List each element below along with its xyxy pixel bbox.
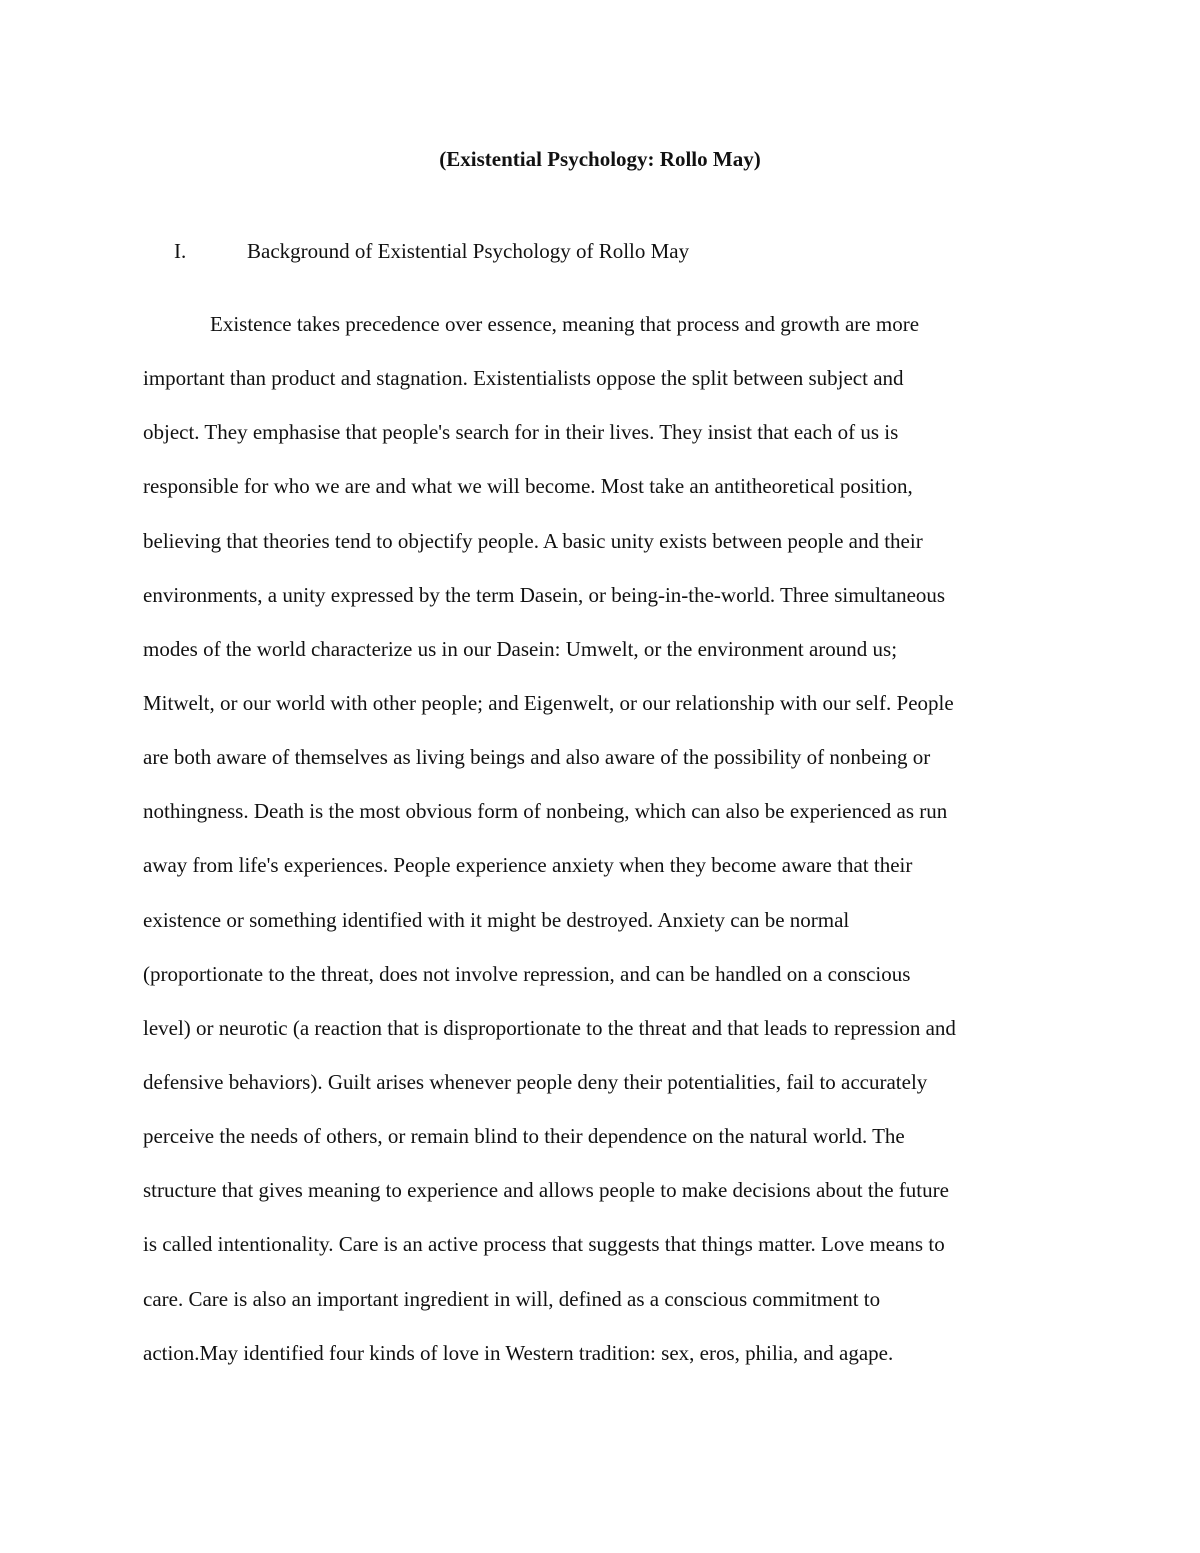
paragraph-line: nothingness. Death is the most obvious form of nonbeing, which can also be experienced as run — [143, 799, 948, 824]
paragraph-line: modes of the world characterize us in our Dasein: Umwelt, or the environment around us; — [143, 636, 898, 661]
body-paragraph — [143, 309, 1073, 1392]
paragraph-line: care. Care is also an important ingredient in will, defined as a conscious commitment to — [143, 1286, 881, 1311]
paragraph-line: perceive the needs of others, or remain blind to their dependence on the natural world. The — [143, 1124, 905, 1149]
paragraph-line: important than product and stagnation. Existentialists oppose the split between subject and — [143, 366, 904, 391]
paragraph-line: level) or neurotic (a reaction that is disproportionate to the threat and that leads to repression and — [143, 1015, 956, 1040]
paragraph-line: (proportionate to the threat, does not involve repression, and can be handled on a conscious — [143, 961, 911, 986]
paragraph-line: away from life's experiences. People experience anxiety when they become aware that their — [143, 853, 913, 878]
section-number: I. — [174, 239, 187, 263]
paragraph-line: responsible for who we are and what we will become. Most take an antitheoretical position, — [143, 474, 913, 499]
paragraph-line: defensive behaviors). Guilt arises whenever people deny their potentialities, fail to accurately — [143, 1069, 928, 1094]
paragraph-line: is called intentionality. Care is an active process that suggests that things matter. Love means to — [143, 1232, 945, 1257]
paragraph-line: believing that theories tend to objectify people. A basic unity exists between people and their — [143, 528, 923, 553]
section-heading-text: Background of Existential Psychology of Rollo May — [247, 239, 690, 263]
paragraph-line: structure that gives meaning to experience and allows people to make decisions about the future — [143, 1178, 949, 1203]
page-title: (Existential Psychology: Rollo May) — [439, 147, 761, 171]
paragraph-line: object. They emphasise that people's search for in their lives. They insist that each of us is — [143, 420, 899, 445]
paragraph-line: Mitwelt, or our world with other people; and Eigenwelt, or our relationship with our self. People — [143, 690, 954, 715]
paragraph-line: environments, a unity expressed by the term Dasein, or being-in-the-world. Three simultaneous — [143, 582, 946, 607]
paragraph-line: existence or something identified with it might be destroyed. Anxiety can be normal — [143, 907, 850, 932]
paragraph-line: are both aware of themselves as living beings and also aware of the possibility of nonbeing or — [143, 745, 931, 770]
paragraph-line: action.May identified four kinds of love in Western tradition: sex, eros, philia, and agape. — [143, 1340, 894, 1365]
section-heading — [174, 236, 689, 266]
paragraph-line: Existence takes precedence over essence, meaning that process and growth are more — [210, 312, 920, 336]
